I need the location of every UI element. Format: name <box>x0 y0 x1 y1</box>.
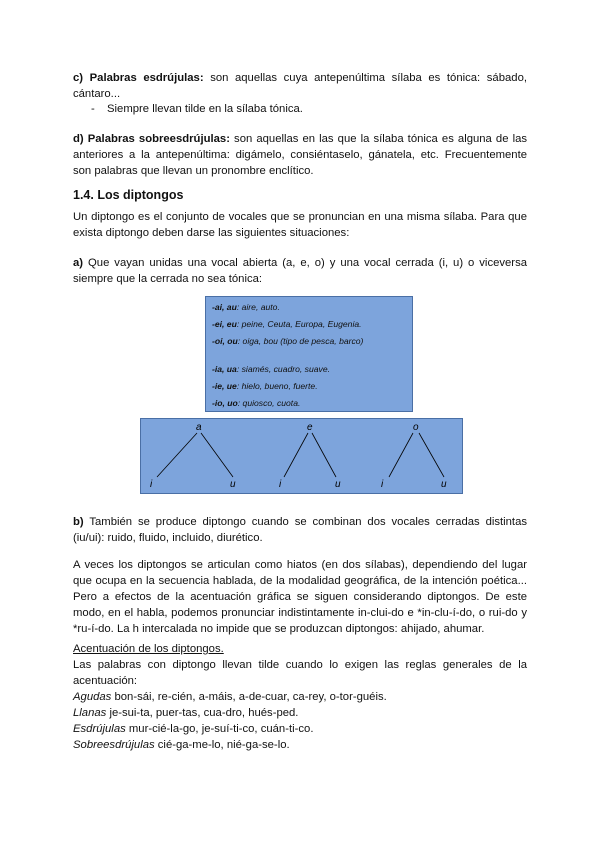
intro-paragraph: Un diptongo es el conjunto de vocales que se pronuncian en una misma sílaba. Para que exista diptongo deben darse las siguientes situaciones: <box>73 211 527 239</box>
accent-title: Acentuación de los diptongos. <box>73 643 224 655</box>
section-c-label: c) Palabras esdrújulas: <box>73 72 204 84</box>
section-d-label: d) Palabras sobreesdrújulas: <box>73 133 230 145</box>
section-b-text: También se produce diptongo cuando se combinan dos vocales cerradas distintas (iu/ui): ruido, fluido, incluido, diurético. <box>73 516 528 544</box>
section-d-text: son aquellas en las que la sílaba tónica es alguna de las anteriores a la antepenúltima: digámelo, consiéntaselo, gánatela, etc. Frecuentemente son palabras que llevan un pronombre enclítico. <box>73 133 528 177</box>
section-a-paragraph <box>73 255 527 287</box>
tree-diagram-svg <box>141 419 462 493</box>
tree-node-top: e <box>307 422 313 433</box>
list-item: -ai, au: aire, auto. <box>212 302 280 312</box>
accent-row: Agudas bon-sái, re-cién, a-máis, a-de-cuar, ca-rey, o-tor-guéis. <box>73 691 387 703</box>
accent-section <box>73 641 527 753</box>
tree-node-right: u <box>230 479 236 490</box>
list-item: -io, uo: quiosco, cuota. <box>212 398 301 408</box>
tree-o <box>381 422 447 490</box>
diphthong-list-box <box>205 296 413 412</box>
list-item: -ei, eu: peine, Ceuta, Europa, Eugenia. <box>212 319 362 329</box>
list-item: -ie, ue: hielo, bueno, fuerte. <box>212 381 318 391</box>
list-item: -ia, ua: siamés, cuadro, suave. <box>212 364 330 374</box>
accent-text: Las palabras con diptongo llevan tilde cuando lo exigen las reglas generales de la acentuación: <box>73 659 527 687</box>
tree-node-left: i <box>150 479 153 490</box>
section-heading: 1.4. Los diptongos <box>73 188 184 202</box>
diphthong-tree-diagram <box>140 418 463 494</box>
section-c-bullet-text: Siempre llevan tilde en la sílaba tónica. <box>107 103 303 115</box>
section-d-paragraph <box>73 131 527 179</box>
section-a-text: Que vayan unidas una vocal abierta (a, e, o) y una vocal cerrada (i, u) o viceversa siempre que la cerrada no sea tónica: <box>73 257 527 285</box>
section-c-paragraph <box>73 70 527 102</box>
accent-row: Sobreesdrújulas cié-ga-me-lo, nié-ga-se-lo. <box>73 739 290 751</box>
tree-a <box>150 422 236 490</box>
section-c-bullet: - Siempre llevan tilde en la sílaba tónica. <box>91 103 303 115</box>
tree-node-top: o <box>413 422 419 433</box>
tree-node-left: i <box>381 479 384 490</box>
tree-e <box>279 422 341 490</box>
section-c-text: son aquellas cuya antepenúltima sílaba es tónica: sábado, cántaro... <box>73 72 527 100</box>
section-b-paragraph <box>73 514 527 546</box>
list-item: -oi, ou: oiga, bou (tipo de pesca, barco) <box>212 336 364 346</box>
tree-node-left: i <box>279 479 282 490</box>
section-a-label: a) <box>73 257 84 269</box>
hiatos-paragraph: A veces los diptongos se articulan como hiatos (en dos sílabas), dependiendo del lugar que ocupa en la secuencia hablada, de la modalidad geográfica, de la intención poética... Pero a efectos de la acentuación gráfica se siguen considerando diptongos. De este modo, en el habla, podemos pronunciar indistintamente in-clui-do e *in-clu-í-do, o rui-do y *ru-í-do. La h intercalada no impide que se produzcan diptongos: ahijado, ahumar. <box>73 559 527 635</box>
section-b-label: b) <box>73 516 84 528</box>
tree-node-right: u <box>441 479 447 490</box>
tree-node-top: a <box>196 422 202 433</box>
accent-row: Llanas je-sui-ta, puer-tas, cua-dro, hués-ped. <box>73 707 299 719</box>
accent-row: Esdrújulas mur-cié-la-go, je-suí-ti-co, cuán-ti-co. <box>73 723 314 735</box>
tree-node-right: u <box>335 479 341 490</box>
